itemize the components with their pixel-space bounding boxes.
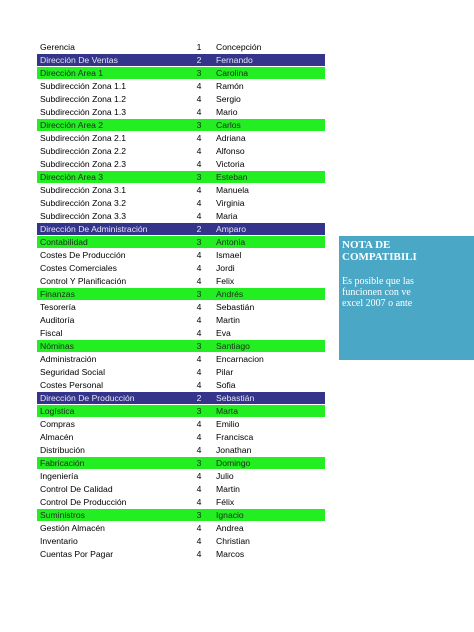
table-row: [37, 548, 325, 561]
level-cell: 3: [196, 237, 202, 247]
table-row: [37, 470, 325, 483]
level-cell: 4: [196, 94, 202, 104]
department-cell: Subdirección Zona 3.2: [40, 198, 126, 208]
table-row: [37, 522, 325, 535]
level-cell: 3: [196, 406, 202, 416]
department-cell: Logística: [40, 406, 75, 416]
level-cell: 4: [196, 523, 202, 533]
person-cell: Carolina: [216, 68, 249, 78]
level-cell: 4: [196, 432, 202, 442]
person-cell: Jordi: [216, 263, 235, 273]
table-row: [37, 366, 325, 379]
person-cell: Victoria: [216, 159, 245, 169]
level-cell: 3: [196, 458, 202, 468]
department-cell: Cuentas Por Pagar: [40, 549, 114, 559]
table-row: [37, 405, 325, 418]
department-cell: Auditoría: [40, 315, 75, 325]
level-cell: 4: [196, 81, 202, 91]
person-cell: Mario: [216, 107, 238, 117]
table-row: [37, 340, 325, 353]
person-cell: Virginia: [216, 198, 245, 208]
person-cell: Amparo: [216, 224, 247, 234]
level-cell: 4: [196, 484, 202, 494]
table-row: [37, 314, 325, 327]
person-cell: Marcos: [216, 549, 245, 559]
person-cell: Encarnacion: [216, 354, 264, 364]
level-cell: 1: [196, 42, 202, 52]
department-cell: Gestión Almacén: [40, 523, 105, 533]
department-cell: Dirección Area 1: [40, 68, 104, 78]
table-row: [37, 288, 325, 301]
table-row: [37, 379, 325, 392]
level-cell: 4: [196, 380, 202, 390]
person-cell: Marta: [216, 406, 238, 416]
person-cell: Martin: [216, 484, 240, 494]
table-row: [37, 392, 325, 405]
level-cell: 4: [196, 549, 202, 559]
person-cell: Alfonso: [216, 146, 245, 156]
level-cell: 4: [196, 107, 202, 117]
level-cell: 4: [196, 445, 202, 455]
department-cell: Nóminas: [40, 341, 74, 351]
table-row: [37, 145, 325, 158]
level-cell: 4: [196, 315, 202, 325]
department-cell: Gerencia: [40, 42, 75, 52]
note-title: NOTA DE COMPATIBILI: [342, 239, 417, 263]
level-cell: 4: [196, 419, 202, 429]
person-cell: Adriana: [216, 133, 246, 143]
person-cell: Sebastián: [216, 393, 255, 403]
table-row: [37, 184, 325, 197]
department-cell: Fabricación: [40, 458, 85, 468]
table-row: [37, 41, 325, 54]
level-cell: 3: [196, 289, 202, 299]
department-cell: Compras: [40, 419, 75, 429]
level-cell: 4: [196, 497, 202, 507]
person-cell: Domingo: [216, 458, 251, 468]
department-cell: Administración: [40, 354, 97, 364]
department-cell: Subdirección Zona 1.2: [40, 94, 126, 104]
person-cell: Carlos: [216, 120, 241, 130]
table-row: [37, 67, 325, 80]
department-cell: Subdirección Zona 3.1: [40, 185, 126, 195]
department-cell: Finanzas: [40, 289, 75, 299]
department-cell: Subdirección Zona 3.3: [40, 211, 126, 221]
person-cell: Sofia: [216, 380, 236, 390]
compatibility-note: [339, 236, 474, 360]
department-cell: Fiscal: [40, 328, 63, 338]
table-row: [37, 275, 325, 288]
table-row: [37, 483, 325, 496]
person-cell: Félix: [216, 497, 235, 507]
department-cell: Control Y Planificación: [40, 276, 127, 286]
department-cell: Contabilidad: [40, 237, 88, 247]
department-cell: Almacén: [40, 432, 74, 442]
table-row: [37, 535, 325, 548]
department-cell: Subdirección Zona 1.1: [40, 81, 126, 91]
table-row: [37, 158, 325, 171]
department-cell: Inventario: [40, 536, 78, 546]
person-cell: Francisca: [216, 432, 254, 442]
person-cell: Emilio: [216, 419, 240, 429]
person-cell: Maria: [216, 211, 238, 221]
level-cell: 3: [196, 68, 202, 78]
person-cell: Andrea: [216, 523, 244, 533]
department-cell: Costes Comerciales: [40, 263, 117, 273]
person-cell: Pilar: [216, 367, 234, 377]
department-cell: Dirección De Ventas: [40, 55, 118, 65]
table-row: [37, 353, 325, 366]
department-cell: Suministros: [40, 510, 85, 520]
table-row: [37, 431, 325, 444]
level-cell: 4: [196, 302, 202, 312]
level-cell: 2: [196, 55, 202, 65]
department-cell: Costes Personal: [40, 380, 104, 390]
person-cell: Antonia: [216, 237, 246, 247]
department-cell: Control De Calidad: [40, 484, 113, 494]
level-cell: 4: [196, 354, 202, 364]
person-cell: Concepción: [216, 42, 262, 52]
person-cell: Ignacio: [216, 510, 244, 520]
department-cell: Tesorería: [40, 302, 76, 312]
table-row: [37, 93, 325, 106]
level-cell: 4: [196, 250, 202, 260]
department-cell: Control De Producción: [40, 497, 127, 507]
table-row: [37, 119, 325, 132]
level-cell: 4: [196, 367, 202, 377]
level-cell: 4: [196, 263, 202, 273]
person-cell: Sebastián: [216, 302, 255, 312]
department-cell: Subdirección Zona 1.3: [40, 107, 126, 117]
table-row: [37, 496, 325, 509]
table-row: [37, 210, 325, 223]
table-row: [37, 223, 325, 236]
department-cell: Costes De Producción: [40, 250, 126, 260]
person-cell: Esteban: [216, 172, 248, 182]
person-cell: Julio: [216, 471, 234, 481]
person-cell: Christian: [216, 536, 250, 546]
level-cell: 4: [196, 536, 202, 546]
table-row: [37, 262, 325, 275]
department-cell: Subdirección Zona 2.3: [40, 159, 126, 169]
level-cell: 4: [196, 198, 202, 208]
level-cell: 4: [196, 185, 202, 195]
level-cell: 4: [196, 211, 202, 221]
level-cell: 3: [196, 120, 202, 130]
level-cell: 4: [196, 471, 202, 481]
table-row: [37, 80, 325, 93]
level-cell: 4: [196, 146, 202, 156]
level-cell: 3: [196, 510, 202, 520]
person-cell: Andrés: [216, 289, 244, 299]
person-cell: Fernando: [216, 55, 253, 65]
table-row: [37, 327, 325, 340]
table-row: [37, 171, 325, 184]
person-cell: Jonathan: [216, 445, 252, 455]
person-cell: Martin: [216, 315, 240, 325]
person-cell: Eva: [216, 328, 231, 338]
department-cell: Seguridad Social: [40, 367, 105, 377]
table-row: [37, 444, 325, 457]
level-cell: 4: [196, 276, 202, 286]
department-cell: Distribución: [40, 445, 85, 455]
person-cell: Felix: [216, 276, 235, 286]
level-cell: 3: [196, 341, 202, 351]
table-row: [37, 301, 325, 314]
person-cell: Ramón: [216, 81, 244, 91]
department-cell: Dirección De Administración: [40, 224, 148, 234]
table-row: [37, 509, 325, 522]
table-row: [37, 106, 325, 119]
department-cell: Subdirección Zona 2.1: [40, 133, 126, 143]
org-table: [37, 41, 325, 561]
table-row: [37, 236, 325, 249]
table-row: [37, 418, 325, 431]
person-cell: Santiago: [216, 341, 250, 351]
table-row: [37, 457, 325, 470]
level-cell: 3: [196, 172, 202, 182]
level-cell: 2: [196, 224, 202, 234]
table-row: [37, 132, 325, 145]
level-cell: 2: [196, 393, 202, 403]
department-cell: Dirección Area 3: [40, 172, 104, 182]
department-cell: Ingeniería: [40, 471, 79, 481]
department-cell: Subdirección Zona 2.2: [40, 146, 126, 156]
table-row: [37, 197, 325, 210]
level-cell: 4: [196, 133, 202, 143]
note-body: Es posible que las funcionen con ve excel 2007 o ante: [342, 276, 414, 309]
person-cell: Ismael: [216, 250, 242, 260]
table-row: [37, 249, 325, 262]
table-row: [37, 54, 325, 67]
department-cell: Dirección Area 2: [40, 120, 104, 130]
department-cell: Dirección De Producción: [40, 393, 135, 403]
level-cell: 4: [196, 328, 202, 338]
person-cell: Sergio: [216, 94, 241, 104]
person-cell: Manuela: [216, 185, 249, 195]
level-cell: 4: [196, 159, 202, 169]
